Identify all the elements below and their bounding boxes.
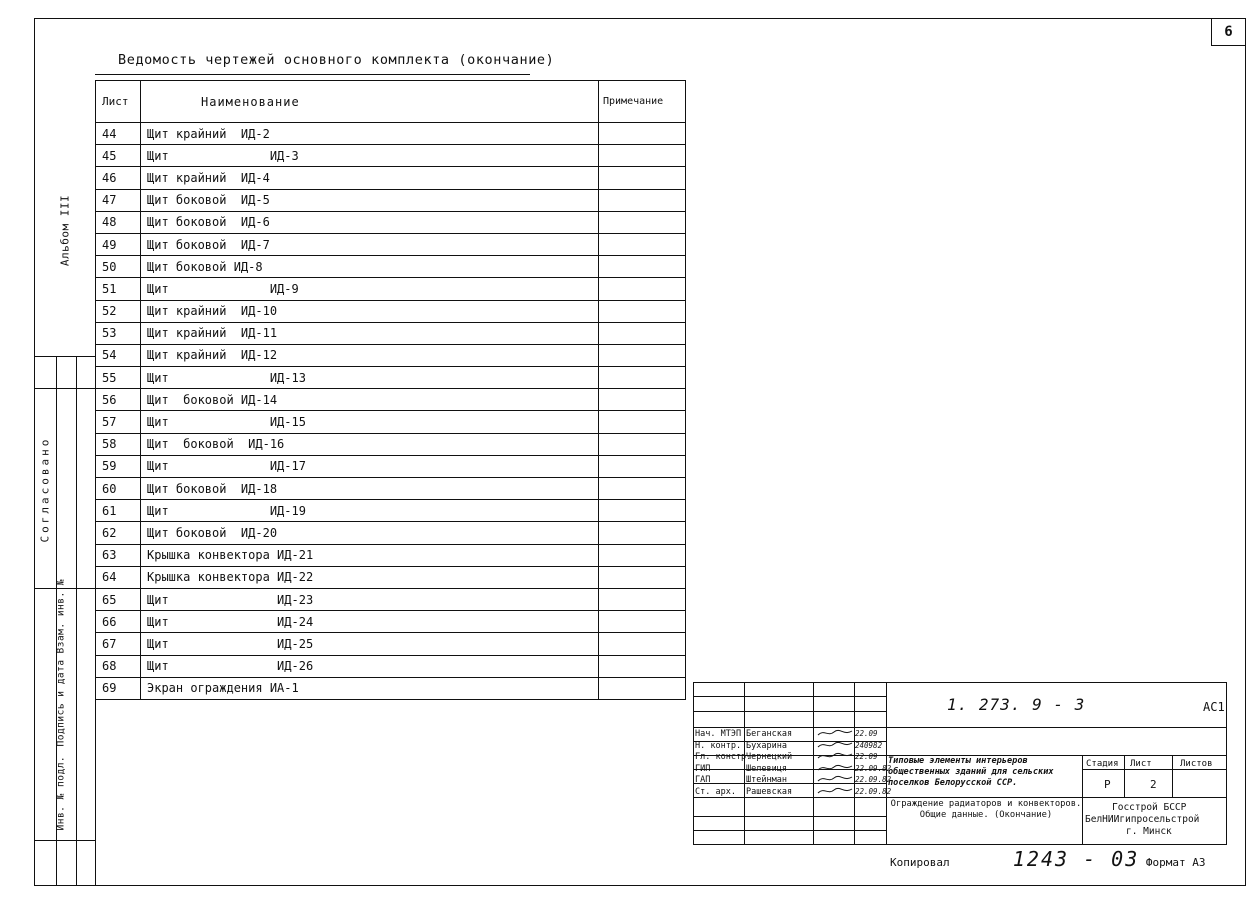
table-row bbox=[96, 300, 686, 322]
handwritten-signature bbox=[816, 786, 854, 799]
copy-number: 1243 - 03 bbox=[1012, 847, 1140, 871]
sheet-number: 49 bbox=[96, 233, 141, 255]
table-row bbox=[96, 611, 686, 633]
sheet-note bbox=[599, 367, 686, 389]
sheet-value: 2 bbox=[1150, 778, 1157, 791]
sheet-name: Щит ИД-9 bbox=[141, 278, 599, 300]
table-header-row bbox=[96, 81, 686, 123]
drawing-name: Ограждение радиаторов и конвекторов. Общие данные. (Окончание) bbox=[890, 799, 1082, 820]
sheet-number: 67 bbox=[96, 633, 141, 655]
sheet-note bbox=[599, 123, 686, 145]
table-row bbox=[96, 145, 686, 167]
inv-vzam-label: Взам. инв. № bbox=[55, 578, 67, 654]
table-row bbox=[96, 677, 686, 699]
sheet-note bbox=[599, 278, 686, 300]
signer-role: Нач. МТЭП bbox=[695, 729, 742, 739]
signer-role: ГАП bbox=[695, 775, 711, 786]
table-row bbox=[96, 389, 686, 411]
table-row bbox=[96, 655, 686, 677]
project-name: Типовые элементы интерьеров общественных зданий для сельских поселков Белорусской ССР. bbox=[888, 756, 1054, 788]
signer-role: Н. контр. bbox=[695, 740, 742, 751]
document-code: 1. 273. 9 - 3 bbox=[947, 695, 1086, 714]
sheet-note bbox=[599, 566, 686, 588]
agreed-label: Согласовано bbox=[38, 436, 52, 543]
drawings-table bbox=[95, 80, 686, 700]
sheet-note bbox=[599, 677, 686, 699]
sheet-name: Щит боковой ИД-8 bbox=[141, 256, 599, 278]
table-row bbox=[96, 344, 686, 366]
sheet-name: Щит ИД-24 bbox=[141, 611, 599, 633]
sheet-number: 66 bbox=[96, 611, 141, 633]
sheet-note bbox=[599, 389, 686, 411]
table-row bbox=[96, 588, 686, 610]
sheet-name: Щит ИД-25 bbox=[141, 633, 599, 655]
signer-name: Беганская bbox=[746, 729, 793, 739]
table-row bbox=[96, 123, 686, 145]
table-row bbox=[96, 189, 686, 211]
sheet-note bbox=[599, 478, 686, 500]
sheet-name: Щит крайний ИД-11 bbox=[141, 322, 599, 344]
sheet-note bbox=[599, 344, 686, 366]
sheet-note bbox=[599, 633, 686, 655]
sheet-name: Щит боковой ИД-5 bbox=[141, 189, 599, 211]
sheet-number: 60 bbox=[96, 478, 141, 500]
sheet-name: Щит крайний ИД-2 bbox=[141, 123, 599, 145]
sheet-number: 64 bbox=[96, 566, 141, 588]
table-row bbox=[96, 455, 686, 477]
sheet-corner-number: 6 bbox=[1211, 18, 1246, 46]
sheet-note bbox=[599, 655, 686, 677]
col-name-header: Наименование bbox=[141, 81, 599, 123]
org-line-1: Госстрой БССР bbox=[1112, 802, 1187, 813]
sheet-name: Щит ИД-17 bbox=[141, 455, 599, 477]
margin-line bbox=[34, 840, 95, 841]
sheet-note bbox=[599, 189, 686, 211]
stage-header: Стадия bbox=[1086, 759, 1119, 769]
sheet-note bbox=[599, 233, 686, 255]
sheet-name: Экран ограждения ИА-1 bbox=[141, 677, 599, 699]
sheet-number: 52 bbox=[96, 300, 141, 322]
album-label: Альбом III bbox=[58, 194, 72, 267]
sheet-number: 61 bbox=[96, 500, 141, 522]
table-row bbox=[96, 367, 686, 389]
sheet-number: 54 bbox=[96, 344, 141, 366]
stage-value: Р bbox=[1104, 778, 1111, 791]
margin-line bbox=[34, 388, 95, 389]
table-row bbox=[96, 633, 686, 655]
sheet-name: Щит ИД-13 bbox=[141, 367, 599, 389]
sheet-note bbox=[599, 211, 686, 233]
sheet-name: Щит ИД-26 bbox=[141, 655, 599, 677]
sheet-number: 63 bbox=[96, 544, 141, 566]
col-sheet-header: Лист bbox=[96, 81, 141, 123]
sheet-note bbox=[599, 588, 686, 610]
signer-role: Ст. арх. bbox=[695, 787, 736, 797]
table-row bbox=[96, 522, 686, 544]
sheet-note bbox=[599, 433, 686, 455]
sheet-code: АС1 bbox=[1203, 700, 1225, 714]
copied-label: Копировал bbox=[890, 856, 950, 869]
table-row bbox=[96, 500, 686, 522]
sheet-number: 46 bbox=[96, 167, 141, 189]
table-row bbox=[96, 256, 686, 278]
copy-caption bbox=[890, 847, 1205, 871]
sheet-number: 69 bbox=[96, 677, 141, 699]
org-line-3: г. Минск bbox=[1126, 826, 1172, 837]
table-row bbox=[96, 478, 686, 500]
sheet-note bbox=[599, 522, 686, 544]
sign-date: 22.09 bbox=[855, 752, 878, 762]
sheet-name: Щит боковой ИД-7 bbox=[141, 233, 599, 255]
table-row bbox=[96, 233, 686, 255]
sheet-number: 51 bbox=[96, 278, 141, 300]
sheet-number: 59 bbox=[96, 455, 141, 477]
table-row bbox=[96, 411, 686, 433]
sheet-note bbox=[599, 300, 686, 322]
sheet-number: 56 bbox=[96, 389, 141, 411]
margin-line bbox=[76, 356, 77, 886]
sheet-name: Щит боковой ИД-18 bbox=[141, 478, 599, 500]
sheet-name: Щит боковой ИД-6 bbox=[141, 211, 599, 233]
org-line-2: БелНИИгипросельстрой bbox=[1085, 814, 1200, 825]
sheet-number: 55 bbox=[96, 367, 141, 389]
sheet-name: Щит ИД-3 bbox=[141, 145, 599, 167]
inv-podl-label: Инв. № подл. bbox=[55, 755, 67, 831]
sign-date: 22.09.82 bbox=[855, 763, 892, 773]
format-label: Формат А3 bbox=[1145, 856, 1206, 869]
sheet-note bbox=[599, 500, 686, 522]
sheet-name: Щит крайний ИД-4 bbox=[141, 167, 599, 189]
sheet-number: 45 bbox=[96, 145, 141, 167]
sheet-number: 58 bbox=[96, 433, 141, 455]
table-row bbox=[96, 544, 686, 566]
sheet-name: Крышка конвектора ИД-22 bbox=[141, 566, 599, 588]
signer-name: Штейнман bbox=[746, 775, 787, 786]
sheet-note bbox=[599, 322, 686, 344]
sheet-number: 65 bbox=[96, 588, 141, 610]
sign-date: 240982 bbox=[855, 740, 883, 750]
signer-name: Бухарина bbox=[746, 740, 787, 751]
sheet-number: 53 bbox=[96, 322, 141, 344]
sheet-name: Щит боковой ИД-20 bbox=[141, 522, 599, 544]
sheet-note bbox=[599, 611, 686, 633]
table-row bbox=[96, 211, 686, 233]
sheet-note bbox=[599, 256, 686, 278]
sheet-name: Щит ИД-19 bbox=[141, 500, 599, 522]
table-row bbox=[96, 566, 686, 588]
title-underline bbox=[95, 74, 530, 75]
sign-date-label: Подпись и дата bbox=[55, 659, 67, 747]
sheet-number: 50 bbox=[96, 256, 141, 278]
table-row bbox=[96, 278, 686, 300]
signer-name: Чернецкий bbox=[746, 752, 793, 763]
sheet-name: Щит боковой ИД-14 bbox=[141, 389, 599, 411]
table-row bbox=[96, 433, 686, 455]
signer-name: Шелевиця bbox=[746, 763, 787, 774]
sheet-number: 48 bbox=[96, 211, 141, 233]
sheet-number: 47 bbox=[96, 189, 141, 211]
sign-date: 22.09 bbox=[855, 729, 878, 738]
table-row bbox=[96, 322, 686, 344]
sheet-number: 68 bbox=[96, 655, 141, 677]
signer-name: Рашевская bbox=[746, 787, 793, 797]
sheet-name: Крышка конвектора ИД-21 bbox=[141, 544, 599, 566]
signer-role: ГИП bbox=[695, 763, 711, 774]
signer-role: Гл. констр. bbox=[695, 752, 752, 763]
sheet-number: 57 bbox=[96, 411, 141, 433]
sheet-note bbox=[599, 455, 686, 477]
sign-date: 22.09.82 bbox=[855, 787, 892, 796]
sign-date: 22.09.82 bbox=[855, 775, 892, 785]
col-note-header: Примечание bbox=[599, 81, 686, 123]
sheet-name: Щит боковой ИД-16 bbox=[141, 433, 599, 455]
sheet-note bbox=[599, 145, 686, 167]
sheet-note bbox=[599, 411, 686, 433]
sheet-header: Лист bbox=[1130, 759, 1152, 769]
sheet-note bbox=[599, 167, 686, 189]
sheet-number: 44 bbox=[96, 123, 141, 145]
sheets-header: Листов bbox=[1180, 759, 1213, 769]
table-row bbox=[96, 167, 686, 189]
sheet-name: Щит ИД-15 bbox=[141, 411, 599, 433]
margin-line bbox=[34, 356, 95, 357]
sheet-note bbox=[599, 544, 686, 566]
sheet-name: Щит крайний ИД-12 bbox=[141, 344, 599, 366]
sheet-number: 62 bbox=[96, 522, 141, 544]
sheet-list-title: Ведомость чертежей основного комплекта (окончание) bbox=[118, 52, 555, 68]
sheet-name: Щит крайний ИД-10 bbox=[141, 300, 599, 322]
sheet-name: Щит ИД-23 bbox=[141, 588, 599, 610]
